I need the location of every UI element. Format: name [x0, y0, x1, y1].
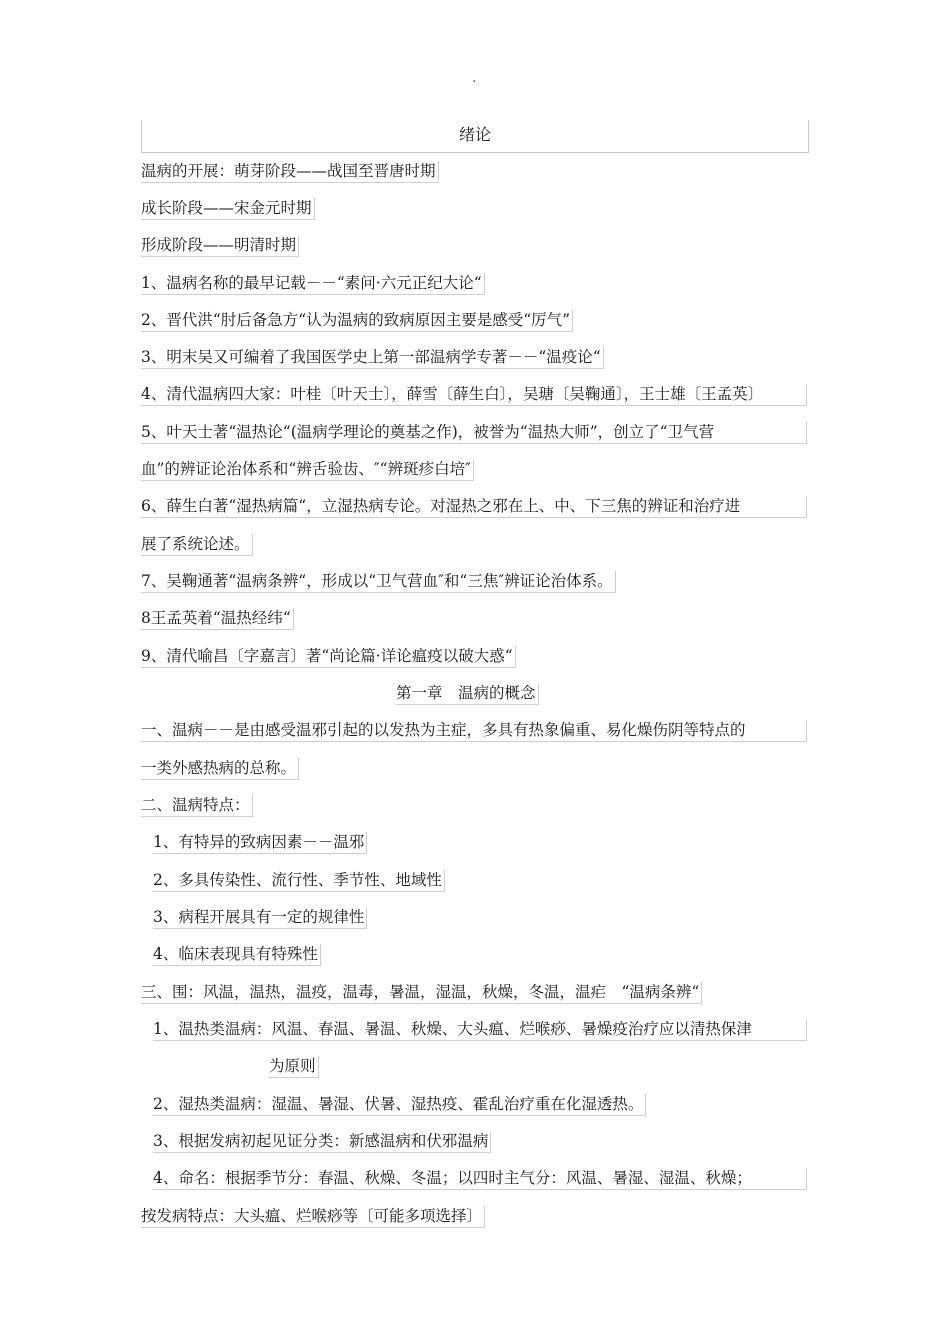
text-line: 一类外感热病的总称。	[141, 758, 299, 780]
text-line: 5、叶天士著“温热论“(温病学理论的奠基之作)，被誉为“温热大师”，创立了“卫气营	[141, 422, 807, 444]
text-line: 按发病特点：大头瘟、烂喉痧等〔可能多项选择〕	[141, 1206, 485, 1228]
text-line: 三、围：风温，温热，温疫，温毒，暑温，湿温，秋燥，冬温，温疟 “温病条辨“	[141, 982, 702, 1004]
page-header-mark: ·	[472, 74, 477, 90]
text-line: 形成阶段——明清时期	[141, 235, 299, 257]
text-line: 2、多具传染性、流行性、季节性、地域性	[153, 870, 445, 892]
text-line: 成长阶段——宋金元时期	[141, 198, 315, 220]
text-line: 为原则	[269, 1056, 319, 1078]
text-line: 8王孟英着“温热经纬“	[141, 608, 294, 630]
text-line: 9、清代喻昌〔字嘉言〕著“尚论篇·详论瘟疫以破大惑“	[141, 646, 516, 668]
text-line: 6、薛生白著“湿热病篇“，立湿热病专论。对湿热之邪在上、中、下三焦的辨证和治疗进	[141, 496, 807, 518]
text-line: 一、温病－－是由感受温邪引起的以发热为主症，多具有热象偏重、易化燥伤阴等特点的	[141, 720, 807, 742]
text-line: 2、晋代洪“肘后备急方“认为温病的致病原因主要是感受“厉气”	[141, 310, 573, 332]
text-line: 4、临床表现具有特殊性	[153, 944, 321, 966]
text-line: 1、有特异的致病因素－－温邪	[153, 832, 367, 854]
text-line: 3、根据发病初起见证分类：新感温病和伏邪温病	[153, 1131, 491, 1153]
text-line: 1、温病名称的最早记载－－“素问·六元正纪大论“	[141, 273, 485, 295]
chapter-heading: 第一章 温病的概念	[396, 683, 539, 705]
text-line: 4、命名：根据季节分：春温、秋燥、冬温；以四时主气分：风温、暑湿、湿温、秋燥；	[153, 1168, 807, 1190]
text-line: 4、清代温病四大家：叶桂〔叶天士〕，薛雪〔薛生白〕，吴瑭〔吴鞠通〕，王士雄〔王孟英〕	[141, 384, 807, 406]
text-line: 1、温热类温病：风温、春温、暑温、秋燥、大头瘟、烂喉痧、暑燥疫治疗应以清热保津	[153, 1019, 807, 1041]
text-line: 二、温病特点：	[141, 795, 253, 817]
text-line: 3、明末吴又可编着了我国医学史上第一部温病学专著－－“温疫论“	[141, 347, 604, 369]
text-line: 血”的辨证论治体系和“辨舌验齿、″“辨斑疹白培″	[141, 459, 474, 481]
text-line: 温病的开展：萌芽阶段——战国至晋唐时期	[141, 161, 439, 183]
text-line: 7、吴鞠通著“温病条辨“，形成以“卫气营血″和“三焦″辨证论治体系。	[141, 571, 616, 593]
text-line: 2、湿热类温病：湿温、暑湿、伏暑、湿热疫、霍乱治疗重在化湿透热。	[153, 1094, 646, 1116]
text-line: 展了系统论述。	[141, 534, 253, 556]
page-title: 绪论	[141, 120, 809, 153]
text-line: 3、病程开展具有一定的规律性	[153, 907, 367, 929]
